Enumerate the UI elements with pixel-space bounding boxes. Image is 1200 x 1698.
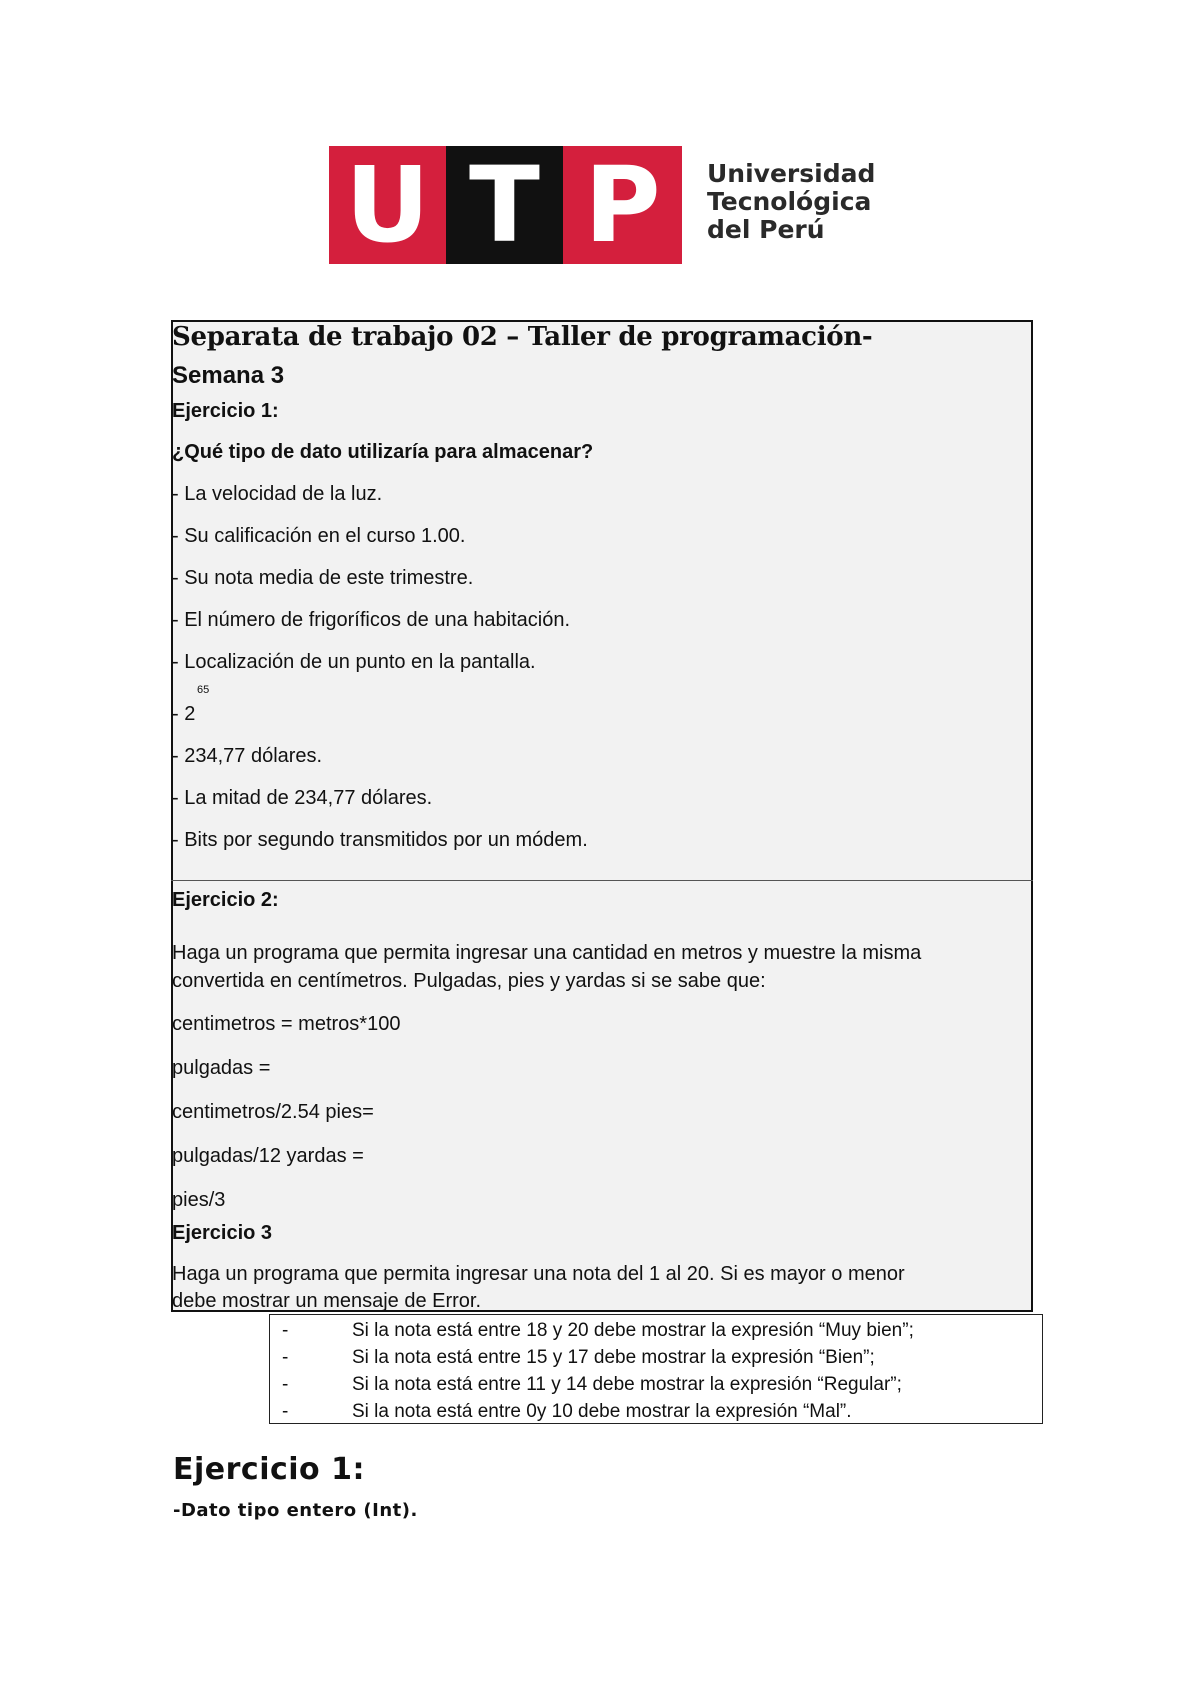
document-title: Separata de trabajo 02 – Taller de programación-: [172, 322, 873, 352]
logo-name-line: del Perú: [707, 215, 825, 244]
ex1-heading: Ejercicio 1:: [172, 400, 279, 422]
condition-text: Si la nota está entre 18 y 20 debe mostrar la expresión “Muy bien”;: [352, 1320, 914, 1341]
ex3-statement-line: Haga un programa que permita ingresar una nota del 1 al 20. Si es mayor o menor: [172, 1263, 905, 1285]
ex2-statement-line: convertida en centímetros. Pulgadas, pies y yardas si se sabe que:: [172, 970, 766, 992]
ex2-formula: centimetros = metros*100: [172, 1013, 401, 1035]
ex3-heading: Ejercicio 3: [172, 1222, 273, 1244]
logo-letter-p: P: [563, 146, 682, 264]
ex1-item: - Localización de un punto en la pantalla.: [172, 651, 536, 673]
answer-heading: Ejercicio 1:: [173, 1452, 365, 1487]
condition-text: Si la nota está entre 11 y 14 debe mostrar la expresión “Regular”;: [352, 1374, 902, 1395]
ex1-item: - Su calificación en el curso 1.00.: [172, 525, 466, 547]
ex1-item: - Su nota media de este trimestre.: [172, 567, 474, 589]
condition-text: Si la nota está entre 0y 10 debe mostrar la expresión “Mal”.: [352, 1401, 852, 1422]
ex1-item: - Bits por segundo transmitidos por un módem.: [172, 829, 588, 851]
logo-university-name: [707, 160, 927, 244]
ex2-statement-line: Haga un programa que permita ingresar una cantidad en metros y muestre la misma: [172, 942, 922, 964]
condition-text: Si la nota está entre 15 y 17 debe mostrar la expresión “Bien”;: [352, 1347, 875, 1368]
ex3-statement-line: debe mostrar un mensaje de Error.: [172, 1290, 482, 1312]
ex1-item: - La velocidad de la luz.: [172, 483, 383, 505]
ex2-formula: pulgadas/12 yardas =: [172, 1145, 364, 1167]
ex2-formula: pies/3: [172, 1189, 226, 1211]
ex1-item: - El número de frigoríficos de una habitación.: [172, 609, 570, 631]
ex1-question: ¿Qué tipo de dato utilizaría para almacenar?: [172, 441, 594, 463]
logo-letter-u: U: [329, 146, 446, 264]
ex1-exponent: 65: [197, 684, 210, 696]
ex2-formula: centimetros/2.54 pies=: [172, 1101, 374, 1123]
condition-dash: -: [282, 1374, 289, 1395]
ex1-item: - 2: [172, 703, 196, 725]
logo-name-line: Universidad: [707, 159, 876, 188]
condition-dash: -: [282, 1401, 289, 1422]
ex2-formula: pulgadas =: [172, 1057, 271, 1079]
ex1-item: - La mitad de 234,77 dólares.: [172, 787, 433, 809]
ex2-heading: Ejercicio 2:: [172, 889, 279, 911]
condition-dash: -: [282, 1347, 289, 1368]
ex1-item: - 234,77 dólares.: [172, 745, 323, 767]
condition-dash: -: [282, 1320, 289, 1341]
week-label: Semana 3: [172, 362, 285, 389]
logo-letter-t: T: [446, 146, 563, 264]
logo-name-line: Tecnológica: [707, 187, 872, 216]
answer-text: -Dato tipo entero (Int).: [173, 1500, 418, 1521]
panel-divider: [171, 880, 1033, 881]
